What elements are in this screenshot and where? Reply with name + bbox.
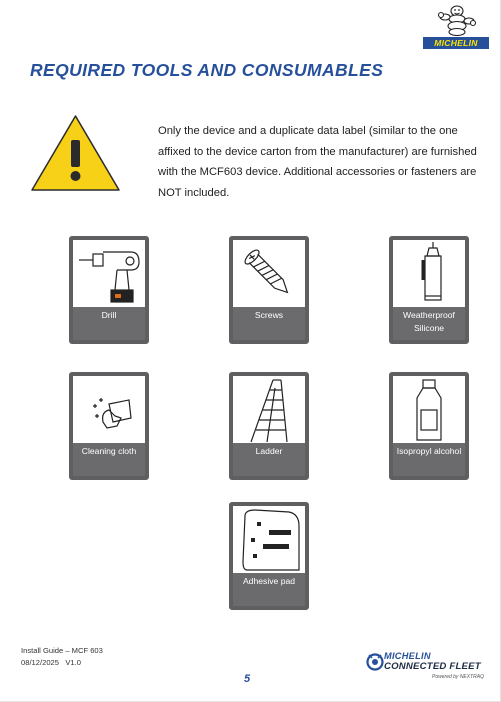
silicone-tube-icon (393, 240, 465, 308)
brand-michelin: MICHELIN (384, 651, 431, 661)
michelin-wordmark: MICHELIN (423, 37, 489, 49)
connected-fleet-logo (366, 649, 484, 683)
footer-date-version (21, 657, 103, 669)
tool-label: Screws (233, 307, 305, 340)
tire-icon (366, 652, 384, 672)
tool-card-silicone (389, 236, 469, 344)
tool-label: Drill (73, 307, 145, 340)
michelin-logo (423, 4, 489, 50)
tool-label: Adhesive pad (233, 573, 305, 606)
ladder-icon (233, 376, 305, 444)
footer-date: 08/12/2025 (21, 658, 60, 667)
page-number: 5 (244, 673, 251, 685)
screw-icon (233, 240, 305, 308)
tool-card-screws (229, 236, 309, 344)
brand-connected-fleet: CONNECTED FLEET (384, 661, 481, 672)
notice-text: Only the device and a duplicate data label (similar to the one affixed to the device carton from the manufacturer) are furnished with the MCF603 device. Additional accessories or fasteners are NOT included. (158, 125, 477, 199)
tool-card-drill (69, 236, 149, 344)
drill-icon (73, 240, 145, 308)
alcohol-bottle-icon (393, 376, 465, 444)
page-title: REQUIRED TOOLS AND CONSUMABLES (30, 60, 384, 80)
footer-doc-title: Install Guide – MCF 603 (21, 646, 103, 655)
tool-card-adhesive (229, 502, 309, 610)
adhesive-pad-icon (233, 506, 305, 574)
tool-card-cloth (69, 372, 149, 480)
footer-doc-info (21, 645, 103, 669)
brand-powered-by: Powered by NEXTRAQ (432, 674, 484, 680)
tool-card-alcohol (389, 372, 469, 480)
tool-label: Ladder (233, 443, 305, 476)
warning-icon (28, 112, 123, 194)
footer-version: V1.0 (65, 658, 81, 667)
tool-label: Weatherproof Silicone (393, 307, 465, 340)
cleaning-cloth-icon (73, 376, 145, 444)
tool-label: Isopropyl alcohol (393, 443, 465, 476)
bibendum-icon (437, 4, 477, 36)
tool-card-ladder (229, 372, 309, 480)
tool-label: Cleaning cloth (73, 443, 145, 476)
